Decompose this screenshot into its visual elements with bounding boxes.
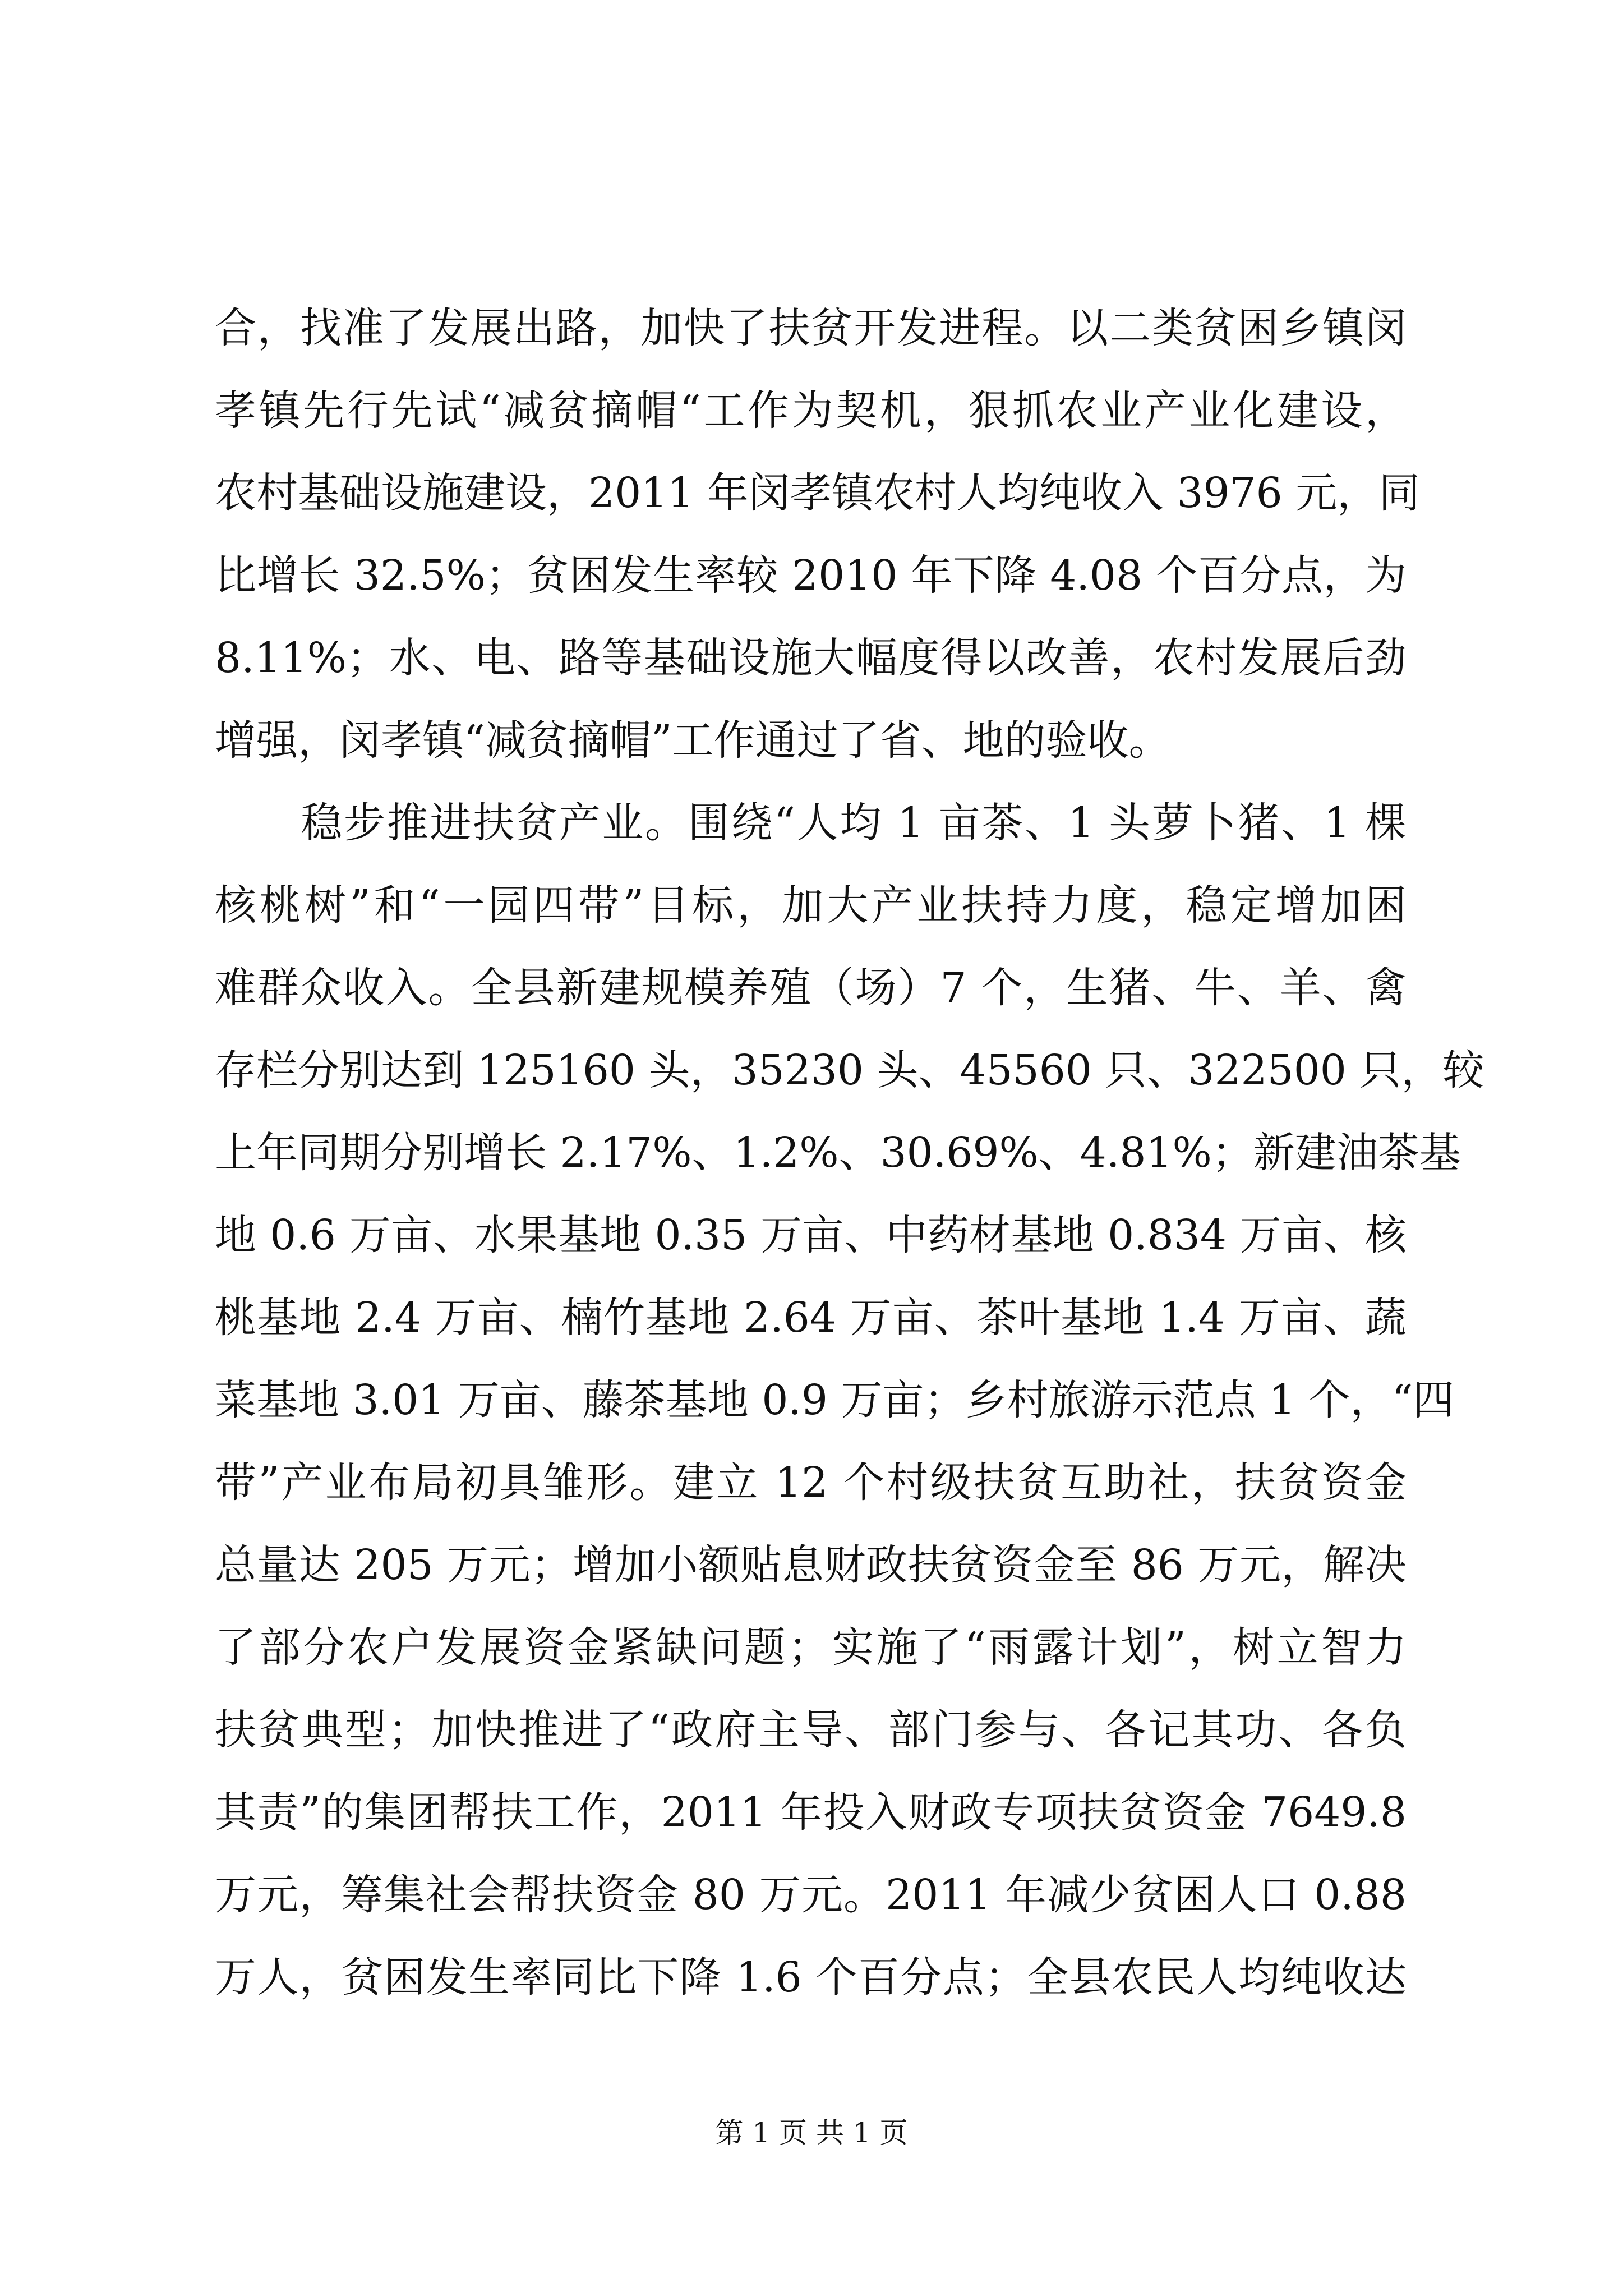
text-line: 万元，筹集社会帮扶资金 80 万元。2011 年减少贫困人口 0.88 — [215, 1871, 1407, 1919]
text-line: 存栏分别达到 125160 头，35230 头、45560 只、322500 只，较 — [215, 1046, 1484, 1094]
text-line: 带”产业布局初具雏形。建立 12 个村级扶贫互助社，扶贫资金 — [215, 1458, 1407, 1507]
text-line: 扶贫典型；加快推进了“政府主导、部门参与、各记其功、各负 — [215, 1706, 1407, 1754]
body-text — [215, 287, 1484, 2019]
text-line: 孝镇先行先试“减贫摘帽“工作为契机，狠抓农业产业化建设， — [215, 386, 1407, 435]
text-line: 稳步推进扶贫产业。围绕“人均 1 亩茶、1 头萝卜猪、1 棵 — [215, 799, 1407, 847]
text-line: 上年同期分别增长 2.17%、1.2%、30.69%、4.81%；新建油茶基 — [215, 1129, 1461, 1177]
text-line: 增强，闵孝镇“减贫摘帽”工作通过了省、地的验收。 — [215, 716, 1170, 765]
text-line: 8.11%；水、电、路等基础设施大幅度得以改善，农村发展后劲 — [215, 634, 1407, 682]
text-line: 总量达 205 万元；增加小额贴息财政扶贫资金至 86 万元，解决 — [215, 1541, 1407, 1589]
text-line: 核桃树”和“一园四带”目标，加大产业扶持力度，稳定增加困 — [215, 881, 1407, 930]
text-line: 菜基地 3.01 万亩、藤茶基地 0.9 万亩；乡村旅游示范点 1 个，“四 — [215, 1376, 1455, 1424]
text-line: 比增长 32.5%；贫困发生率较 2010 年下降 4.08 个百分点，为 — [215, 551, 1407, 600]
text-line: 难群众收入。全县新建规模养殖（场）7 个，生猪、牛、羊、禽 — [215, 964, 1407, 1012]
text-line: 桃基地 2.4 万亩、楠竹基地 2.64 万亩、茶叶基地 1.4 万亩、蔬 — [215, 1294, 1407, 1342]
text-line: 万人，贫困发生率同比下降 1.6 个百分点；全县农民人均纯收达 — [215, 1953, 1407, 2001]
text-line: 合，找准了发展出路，加快了扶贫开发进程。以二类贫困乡镇闵 — [215, 304, 1407, 352]
text-line: 了部分农户发展资金紧缺问题；实施了“雨露计划”，树立智力 — [215, 1623, 1407, 1672]
page-footer: 第 1 页 共 1 页 — [715, 2116, 908, 2149]
text-line: 农村基础设施建设，2011 年闵孝镇农村人均纯收入 3976 元，同 — [215, 469, 1421, 517]
text-line: 其责”的集团帮扶工作，2011 年投入财政专项扶贫资金 7649.8 — [215, 1788, 1407, 1837]
text-line: 地 0.6 万亩、水果基地 0.35 万亩、中药材基地 0.834 万亩、核 — [215, 1211, 1407, 1259]
